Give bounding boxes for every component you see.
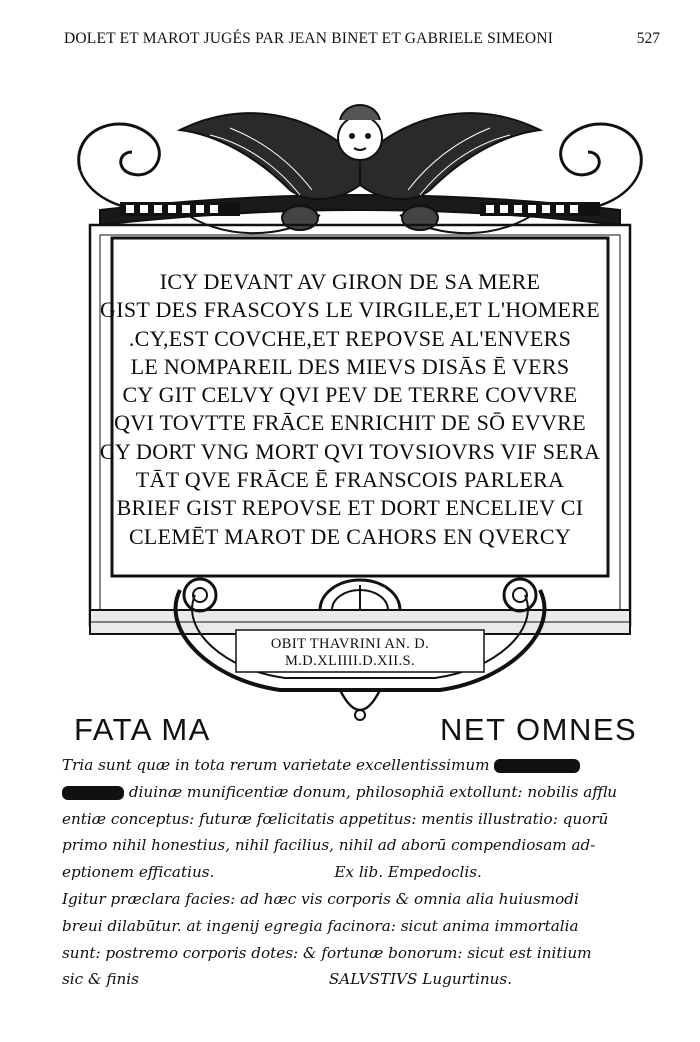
epitaph-line: LE NOMPAREIL DES MIEVS DISĀS Ē VERS (130, 353, 570, 379)
manuscript-text (62, 752, 662, 993)
manuscript-line (62, 966, 662, 993)
manuscript-line-text: diuinæ munificentiæ donum, philosophiā extollunt: nobilis afflu (128, 782, 618, 801)
manuscript-line: Igitur præclara facies: ad hæc vis corporis & omnia alia huiusmodi (62, 889, 579, 908)
source-citation: SALVSTIVS Lugurtinus. (328, 970, 513, 989)
epitaph-line: CLEMĒT MAROT DE CAHORS EN QVERCY (128, 523, 572, 549)
epitaph-line: .CY,EST COVCHE,ET REPOVSE AL'ENVERS (128, 325, 572, 351)
epitaph-line: GIST DES FRASCOYS LE VIRGILE,ET L'HOMERE (100, 297, 600, 323)
epitaph-line: TĀT QVE FRĀCE Ē FRANSCOIS PARLERA (135, 467, 565, 493)
source-citation: Ex lib. Empedoclis. (334, 863, 482, 882)
epitaph-line: QVI TOVTTE FRĀCE ENRICHIT DE SŌ EVVRE (114, 410, 586, 436)
epitaph-line: CY DORT VNG MORT QVI TOVSIOVRS VIF SERA (99, 438, 601, 464)
obit-line: OBIT THAVRINI AN. D. (270, 636, 430, 652)
manuscript-line: entiæ conceptus: futuræ fœlicitatis appetitus: mentis illustratio: quorū (62, 809, 609, 828)
ink-blot (62, 786, 124, 800)
epitaph-line: CY GIT CELVY QVI PEV DE TERRE COVVRE (122, 382, 578, 408)
manuscript-line: sunt: postremo corporis dotes: & fortunæ bonorum: sicut est initium (62, 943, 592, 962)
motto-right: NET OMNES (440, 712, 638, 747)
manuscript-line-text: sic & finis (62, 970, 139, 989)
manuscript-line (62, 779, 662, 806)
obit-cartouche-text (230, 636, 470, 670)
epitaph-inscription (0, 268, 700, 551)
epitaph-line: ICY DEVANT AV GIRON DE SA MERE (159, 269, 541, 294)
running-head: DOLET ET MAROT JUGÉS PAR JEAN BINET ET GABRIELE SIMEONI (64, 30, 554, 47)
epitaph-line: BRIEF GIST REPOVSE ET DORT ENCELIEV CI (116, 495, 584, 521)
obit-date-line: M.D.XLIIII.D.XII.S. (284, 653, 416, 669)
manuscript-line-text: eptionem efficatius. (62, 863, 215, 882)
manuscript-line-text: Tria sunt quæ in tota rerum varietate excellentissimum (62, 756, 490, 774)
page-number: 527 (636, 30, 660, 47)
manuscript-line (62, 752, 662, 779)
manuscript-line (62, 859, 662, 886)
manuscript-line: primo nihil honestius, nihil facilius, nihil ad aborū compendiosam ad- (62, 836, 596, 855)
ink-blot (494, 759, 580, 773)
motto-left: FATA MA (74, 712, 211, 747)
manuscript-line: breui dilabūtur. at ingenij egregia facinora: sicut anima immortalia (62, 916, 579, 935)
